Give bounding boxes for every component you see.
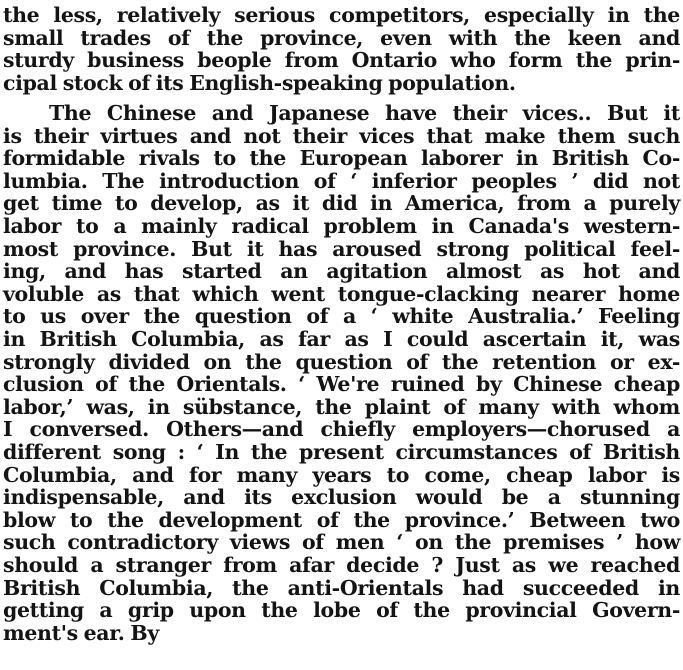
text-line-19: I conversed. Others—and chiefly employers—chorused a <box>3 417 680 442</box>
text-line-28: ment's ear. By <box>3 620 159 645</box>
text-line-18: labor,’ was, in sübstance, the plaint of many with whom <box>3 394 680 419</box>
text-line-10: labor to a mainly radical problem in Canada's western- <box>3 214 680 238</box>
text-line-17: clusion of the Orientals. ‘ We're ruined by Chinese cheap <box>3 372 680 397</box>
text-line-14: to us over the question of a ‘ white Australia.’ Feeling <box>3 304 680 329</box>
text-line-5: The Chinese and Japanese have their vices.. But it <box>49 101 680 125</box>
text-line-9: get time to develop, as it did in America, from a purely <box>3 191 680 216</box>
text-line-1: the less, relatively serious competitors, especially in the <box>3 3 680 27</box>
text-line-13: voluble as that which went tongue-clacking nearer home <box>3 281 680 306</box>
text-line-6: is their virtues and not their vices that make them such <box>3 123 680 148</box>
text-line-11: most province. But it has aroused strong political feel- <box>3 236 680 261</box>
text-line-23: blow to the development of the province.’ Between two <box>3 507 680 532</box>
text-line-3: sturdy business beople from Ontario who form the prin- <box>3 48 680 73</box>
text-line-20: different song : ‘ In the present circumstances of British <box>3 440 680 464</box>
text-line-8: lumbia. The introduction of ‘ inferior peoples ’ did not <box>3 168 680 193</box>
text-line-22: indispensable, and its exclusion would be a stunning <box>3 485 680 510</box>
text-line-25: should a stranger from afar decide ? Just as we reached <box>3 553 680 577</box>
text-line-26: British Columbia, the anti-Orientals had succeeded in <box>3 575 680 600</box>
text-line-24: such contradictory views of men ‘ on the premises ’ how <box>3 530 680 555</box>
text-line-4: cipal stock of its English-speaking population. <box>3 70 516 95</box>
text-line-12: ing, and has started an agitation almost as hot and <box>3 259 680 284</box>
text-line-7: formidable rivals to the European laborer in British Co- <box>3 146 680 171</box>
text-line-2: small trades of the province, even with the keen and <box>3 25 680 50</box>
text-line-16: strongly divided on the question of the retention or ex- <box>3 349 680 374</box>
text-line-15: in British Columbia, as far as I could ascertain it, was <box>3 327 680 351</box>
text-line-21: Columbia, and for many years to come, cheap labor is <box>3 462 680 487</box>
text-line-27: getting a grip upon the lobe of the provincial Govern- <box>3 598 680 623</box>
